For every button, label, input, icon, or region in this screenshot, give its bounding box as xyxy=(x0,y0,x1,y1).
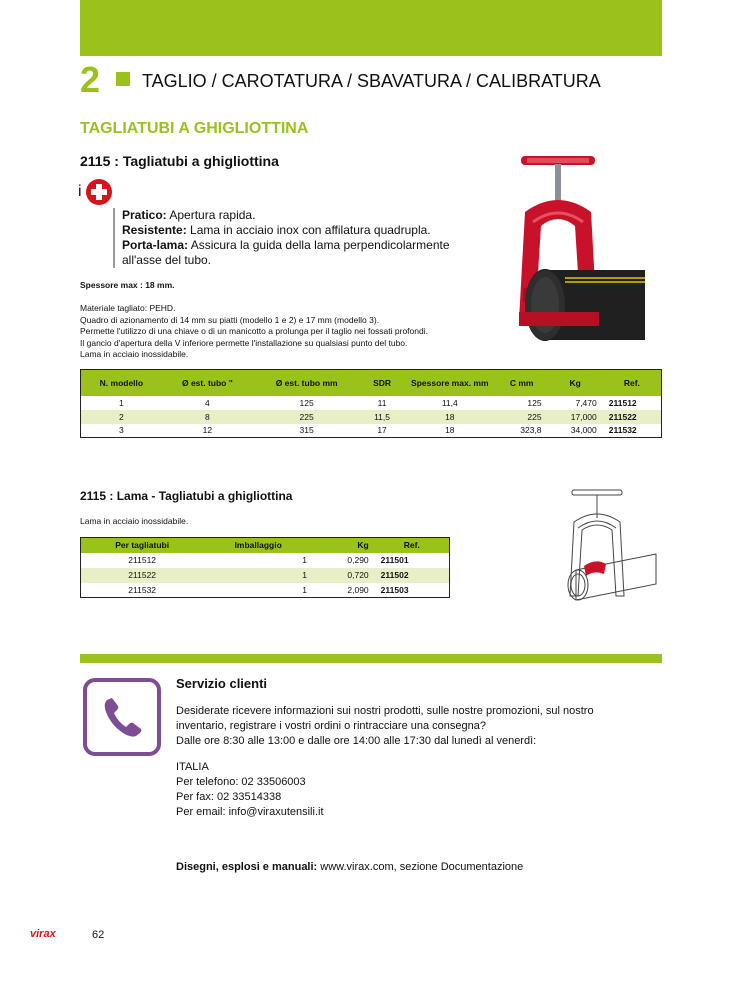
documentation-link[interactable]: www.virax.com, sezione Documentazione xyxy=(317,861,524,873)
blade-table xyxy=(80,537,450,598)
chapter-title: TAGLIO / CAROTATURA / SBAVATURA / CALIBRATURA xyxy=(142,71,601,91)
phone-icon xyxy=(103,696,143,738)
table-header-row: N. modello Ø est. tubo " Ø est. tubo mm SDR Spessore max. mm C mm Kg Ref. xyxy=(81,370,662,396)
email-address[interactable]: Per email: info@viraxutensili.it xyxy=(176,806,324,818)
table-row: 1 4 125 11 11,4 125 7,470 211512 xyxy=(119,397,637,408)
table-row: 3 12 315 17 18 323,8 34,000 211532 xyxy=(119,425,637,436)
table-row: 211512 1 0,290 211501 xyxy=(128,555,409,565)
page-number: 62 xyxy=(92,929,105,941)
header-bar xyxy=(80,0,662,56)
feature-item: Porta-lama: Assicura la guida della lama perpendicolarmente all'asse del tubo. xyxy=(122,238,450,267)
info-letter: i xyxy=(78,183,82,200)
feature-item: Resistente: Lama in acciaio inox con affilatura quadrupla. xyxy=(122,223,431,237)
service-text: Desiderate ricevere informazioni sui nostri prodotti, sulle nostre promozioni, sul nostro inventario, registrare i vostri ordini o rintracciare una consegna? Dalle ore 8:30 alle 13:00 e dalle ore 14:00 alle 17:30 dal lunedì al venerdì: xyxy=(176,705,594,747)
blade-diagram-image xyxy=(548,484,660,614)
table-header-row: Per tagliatubi Imballaggio Kg Ref. xyxy=(81,538,450,553)
feature-item: Pratico: Apertura rapida. xyxy=(122,208,256,222)
table-row: 211532 1 2,090 211503 xyxy=(128,584,409,595)
phone-number: Per telefono: 02 33506003 xyxy=(176,776,306,788)
product-description: Materiale tagliato: PEHD. Quadro di azionamento di 14 mm su piatti (modello 1 e 2) e 17 mm (modello 3). Permette l'utilizzo di una chiave o di un manicotto a prolunga per il taglio nei fossati profondi. Il gancio d'apertura della V inferiore permette l'installazione su qualsiasi punto del tubo. Lama in acciaio inossidabile. xyxy=(80,303,428,359)
models-table xyxy=(80,369,662,438)
virax-logo: virax xyxy=(30,928,56,940)
features-list xyxy=(113,208,453,268)
blade-title: 2115 : Lama - Tagliatubi a ghigliottina xyxy=(80,489,293,503)
table-row: 2 8 225 11,5 18 225 17,000 211522 xyxy=(81,410,662,424)
section-divider xyxy=(80,654,662,663)
customer-service-box xyxy=(83,678,161,756)
plus-icon xyxy=(86,179,112,205)
pipe-cutter-image xyxy=(505,150,655,360)
blade-description: Lama in acciaio inossidabile. xyxy=(80,516,189,526)
product-title: 2115 : Tagliatubi a ghigliottina xyxy=(80,153,279,169)
service-title: Servizio clienti xyxy=(176,676,268,691)
spessore-max: Spessore max : 18 mm. xyxy=(80,280,175,290)
documentation-line: Disegni, esplosi e manuali: www.virax.com, sezione Documentazione xyxy=(176,861,524,873)
chapter-number: 2 xyxy=(80,59,101,100)
table-row: 211522 1 0,720 211502 xyxy=(81,568,450,583)
chapter-square-icon xyxy=(116,72,130,86)
section-title: TAGLIATUBI A GHIGLIOTTINA xyxy=(80,120,309,137)
fax-number: Per fax: 02 33514338 xyxy=(176,791,282,803)
service-contacts: ITALIA Per telefono: 02 33506003 Per fax: 02 33514338 Per email: info@viraxutensili.it xyxy=(176,761,324,818)
